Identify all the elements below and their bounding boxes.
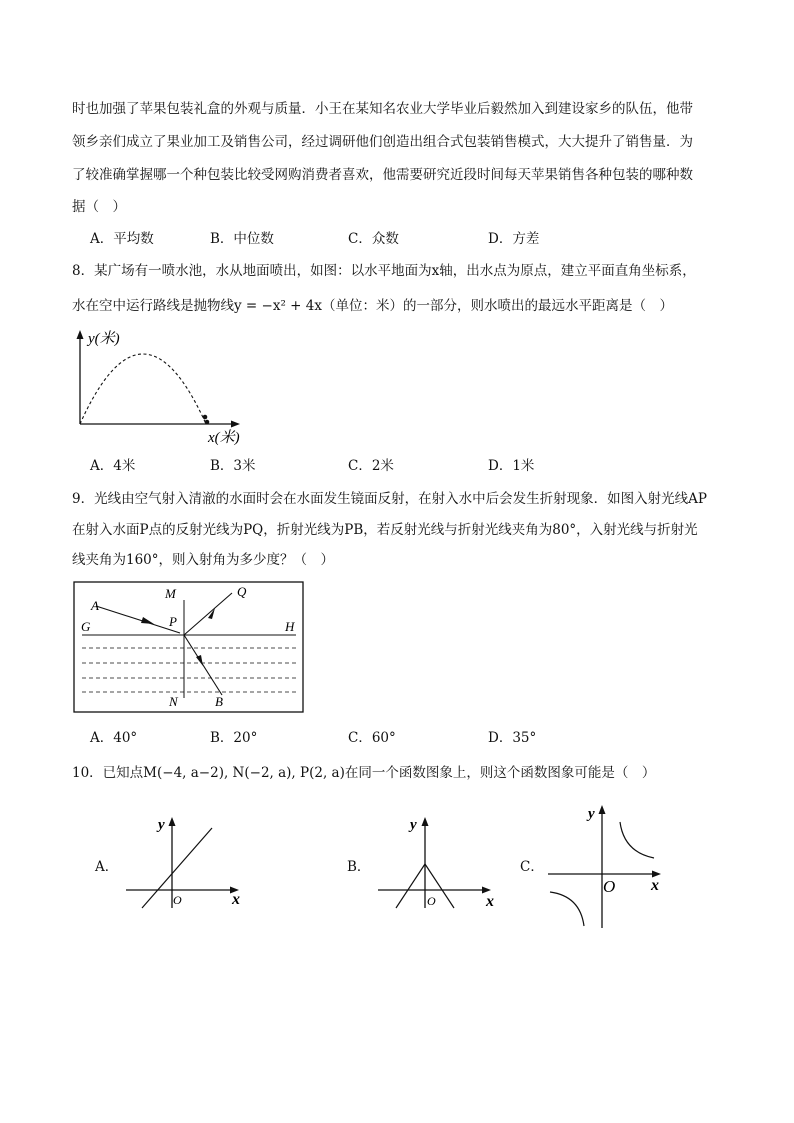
y-axis-arrow: [169, 817, 176, 826]
hyperbola-q3-branch: [550, 892, 584, 926]
fountain-parabola-figure: [68, 326, 258, 448]
label-b: B: [215, 694, 223, 709]
q8-option-d: D．1米: [488, 458, 535, 474]
label-h: H: [285, 619, 295, 634]
label-m: M: [165, 586, 176, 601]
q10-option-c-label: C．: [520, 859, 544, 875]
y-axis-arrow: [422, 817, 429, 826]
y-label: y: [158, 817, 165, 833]
origin-label: O: [173, 893, 182, 907]
q9-option-d: D．35°: [488, 730, 537, 746]
q9-option-b: B．20°: [210, 730, 258, 746]
q7-option-d: D．方差: [488, 231, 540, 247]
x-axis-arrow: [231, 421, 240, 428]
q10-text-line: 10．已知点M(−4, a−2), N(−2, a), P(2, a)在同一个函数图象上，则这个函数图象可能是（ ）: [72, 765, 656, 781]
origin-label: O: [603, 877, 616, 896]
y-axis-label: y(米): [88, 331, 120, 347]
label-q: Q: [237, 584, 247, 599]
water-parabola: [80, 354, 206, 424]
graph-a-linear: [120, 812, 250, 912]
q8-option-b: B．3米: [210, 458, 256, 474]
x-label: x: [486, 893, 494, 910]
q8-option-a: A．4米: [90, 458, 136, 474]
q8-option-c: C．2米: [348, 458, 394, 474]
q7-option-b: B．中位数: [210, 231, 274, 247]
x-label: x: [651, 877, 659, 894]
q9-option-a: A．40°: [90, 730, 138, 746]
x-axis-label: x(米): [208, 430, 240, 446]
graph-c-inverse: [542, 802, 672, 932]
q9-text-line: 线夹角为160°，则入射角为多少度？（ ）: [72, 552, 335, 568]
q7-option-a: A．平均数: [90, 231, 154, 247]
q7-text-line: 时也加强了苹果包装礼盒的外观与质量．小王在某知名农业大学毕业后毅然加入到建设家乡的队伍，他带: [72, 101, 693, 117]
y-label: y: [410, 817, 417, 833]
water-drop: [203, 415, 208, 420]
q9-option-c: C．60°: [348, 730, 396, 746]
q7-text-line: 领乡亲们成立了果业加工及销售公司，经过调研他们创造出组合式包装销售模式，大大提升了销售量．为: [72, 134, 693, 150]
x-label: x: [232, 891, 240, 908]
hyperbola-q1-branch: [620, 822, 654, 858]
q8-text-line: 8．某广场有一喷水池，水从地面喷出，如图：以水平地面为x轴，出水点为原点，建立平面直角坐标系，: [72, 263, 696, 279]
q10-option-a-label: A．: [95, 859, 119, 875]
light-refraction-figure: [72, 580, 306, 716]
y-label: y: [588, 806, 595, 822]
figure-frame: [74, 582, 303, 712]
water-drop: [205, 420, 210, 425]
graph-b-absolute: [372, 812, 502, 912]
left-branch: [396, 864, 425, 908]
origin-label: O: [427, 894, 436, 908]
q9-text-line: 9．光线由空气射入清澈的水面时会在水面发生镜面反射，在射入水中后会发生折射现象．如图入射光线AP: [72, 491, 707, 507]
y-axis-arrow: [599, 805, 606, 814]
label-p: P: [169, 614, 177, 629]
q7-option-c: C．众数: [348, 231, 399, 247]
q7-text-line: 了较准确掌握哪一个种包装比较受网购消费者喜欢，他需要研究近段时间每天苹果销售各种包装的哪种数: [72, 167, 693, 183]
q10-option-b-label: B．: [347, 859, 371, 875]
label-n: N: [169, 694, 178, 709]
q9-text-line: 在射入水面P点的反射光线为PQ，折射光线为PB，若反射光线与折射光线夹角为80°，入射光线与折射光: [72, 522, 698, 538]
q8-text-line: 水在空中运行路线是抛物线y = −x² + 4x（单位：米）的一部分，则水喷出的最远水平距离是（ ）: [72, 298, 673, 314]
label-g: G: [81, 619, 91, 634]
label-a: A: [91, 598, 99, 613]
q7-text-line: 据（ ）: [72, 199, 126, 215]
y-axis-arrow: [77, 330, 84, 339]
